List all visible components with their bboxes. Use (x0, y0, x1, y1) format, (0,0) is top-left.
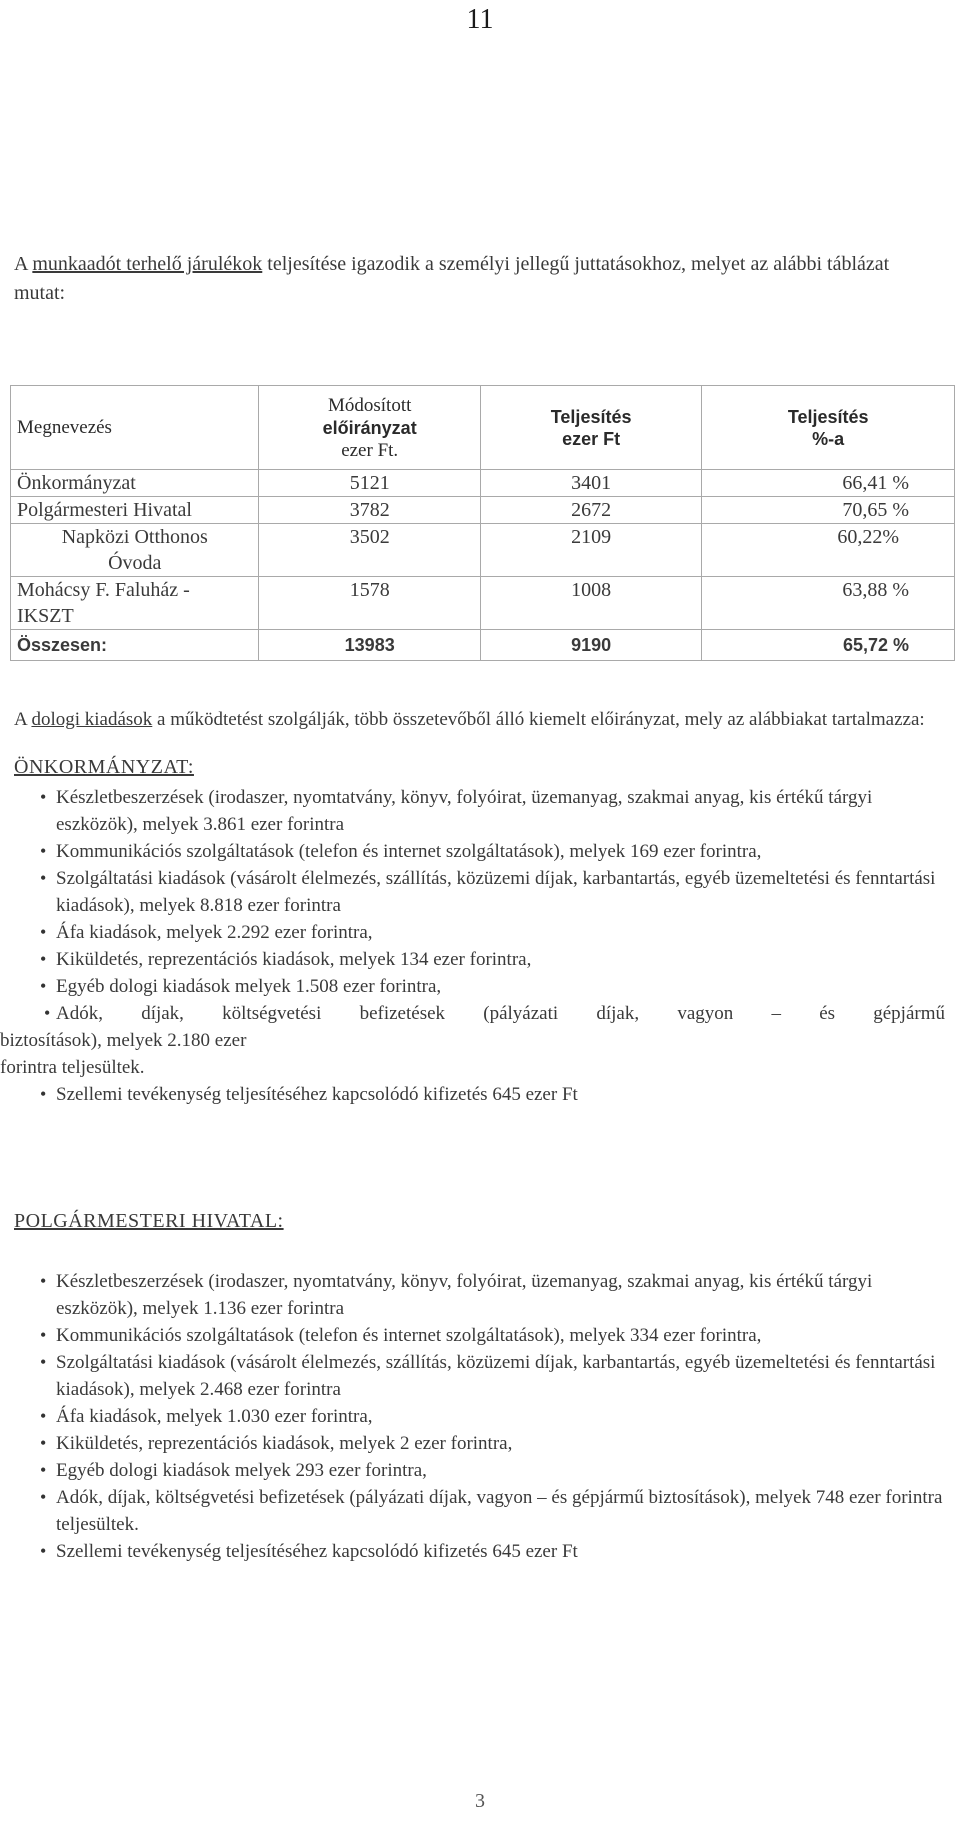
intro-paragraph (14, 250, 944, 308)
row-name: Napközi Otthonos Óvoda (11, 524, 259, 577)
list-item: • Szolgáltatási kiadások (vásárolt élelmezés, szállítás, közüzemi díjak, karbantartás, egyéb üzemeltetési és fenntartási kiadások), melyek 2.468 ezer forintra (40, 1349, 945, 1403)
row-name: Önkormányzat (11, 470, 259, 497)
row-percent: 60,22% (702, 524, 955, 577)
list-item: • Adók, díjak, költségvetési befizetések (pályázati díjak, vagyon – és gépjármű biztosítások), melyek 2.180 ezer forintra teljesültek. (0, 1000, 945, 1081)
list-item: • Kommunikációs szolgáltatások (telefon és internet szolgáltatások), melyek 169 ezer forintra, (40, 838, 945, 865)
list-item: • Szellemi tevékenység teljesítéséhez kapcsolódó kifizetés 645 ezer Ft (40, 1538, 945, 1565)
intro-underlined-term: munkaadót terhelő járulékok (32, 253, 263, 275)
row-modified: 5121 (259, 470, 480, 497)
table-total-row (11, 630, 955, 661)
row-modified: 1578 (259, 577, 480, 630)
table-row (11, 470, 955, 497)
row-performance: 1008 (480, 577, 701, 630)
intro-post: teljesítése igazodik a személyi jellegű juttatásokhoz, melyet az alábbi táblázat mutat: (14, 253, 890, 304)
row-percent: 70,65 % (702, 497, 955, 524)
row-modified: 3502 (259, 524, 480, 577)
polgarmesteri-heading: POLGÁRMESTERI HIVATAL: (14, 1210, 284, 1232)
onkormanyzat-list (0, 784, 945, 1108)
list-item: • Szolgáltatási kiadások (vásárolt élelmezés, szállítás, közüzemi díjak, karbantartás, egyéb üzemeltetési és fenntartási kiadások), melyek 8.818 ezer forintra (40, 865, 945, 919)
row-performance: 2672 (480, 497, 701, 524)
total-modified: 13983 (259, 630, 480, 661)
list-item: • Adók, díjak, költségvetési befizetések (pályázati díjak, vagyon – és gépjármű biztosítások), melyek 748 ezer forintra teljesültek. (40, 1484, 945, 1538)
dologi-paragraph: A dologi kiadások a működtetést szolgálják, több összetevőből álló kiemelt előirányzat, mely az alábbiakat tartalmazza: (14, 709, 925, 730)
intro-pre: A (14, 253, 33, 275)
row-performance: 2109 (480, 524, 701, 577)
page-number-top: 11 (466, 4, 494, 35)
list-item: • Kiküldetés, reprezentációs kiadások, melyek 134 ezer forintra, (40, 946, 945, 973)
list-item: • Kiküldetés, reprezentációs kiadások, melyek 2 ezer forintra, (40, 1430, 945, 1457)
header-percent: Teljesítés %-a (702, 386, 955, 470)
row-name: Polgármesteri Hivatal (11, 497, 259, 524)
polgarmesteri-list (40, 1268, 945, 1565)
list-item: • Kommunikációs szolgáltatások (telefon és internet szolgáltatások), melyek 334 ezer forintra, (40, 1322, 945, 1349)
list-item: • Egyéb dologi kiadások melyek 293 ezer forintra, (40, 1457, 945, 1484)
header-modified: Módosított előirányzat ezer Ft. (259, 386, 480, 470)
table-header-row (11, 386, 955, 470)
row-performance: 3401 (480, 470, 701, 497)
list-item: • Készletbeszerzések (irodaszer, nyomtatvány, könyv, folyóirat, üzemanyag, szakmai anyag, kis értékű tárgyi eszközök), melyek 3.861 ezer forintra (40, 784, 945, 838)
total-performance: 9190 (480, 630, 701, 661)
row-modified: 3782 (259, 497, 480, 524)
table-row (11, 577, 955, 630)
list-item: • Egyéb dologi kiadások melyek 1.508 ezer forintra, (40, 973, 945, 1000)
row-name: Mohácsy F. Faluház - IKSZT (11, 577, 259, 630)
row-percent: 66,41 % (702, 470, 955, 497)
total-name: Összesen: (11, 630, 259, 661)
row-percent: 63,88 % (702, 577, 955, 630)
list-item: • Szellemi tevékenység teljesítéséhez kapcsolódó kifizetés 645 ezer Ft (40, 1081, 945, 1108)
page-number-bottom: 3 (475, 1790, 485, 1812)
contributions-table (10, 385, 955, 661)
header-performance: Teljesítés ezer Ft (480, 386, 701, 470)
header-name: Megnevezés (11, 386, 259, 470)
list-item: • Áfa kiadások, melyek 1.030 ezer forintra, (40, 1403, 945, 1430)
onkormanyzat-heading: ÖNKORMÁNYZAT: (14, 756, 194, 778)
list-item: • Áfa kiadások, melyek 2.292 ezer forintra, (40, 919, 945, 946)
total-percent: 65,72 % (702, 630, 955, 661)
table-row (11, 524, 955, 577)
dologi-underlined-term: dologi kiadások (31, 709, 153, 730)
table-row (11, 497, 955, 524)
list-item: • Készletbeszerzések (irodaszer, nyomtatvány, könyv, folyóirat, üzemanyag, szakmai anyag, kis értékű tárgyi eszközök), melyek 1.136 ezer forintra (40, 1268, 945, 1322)
